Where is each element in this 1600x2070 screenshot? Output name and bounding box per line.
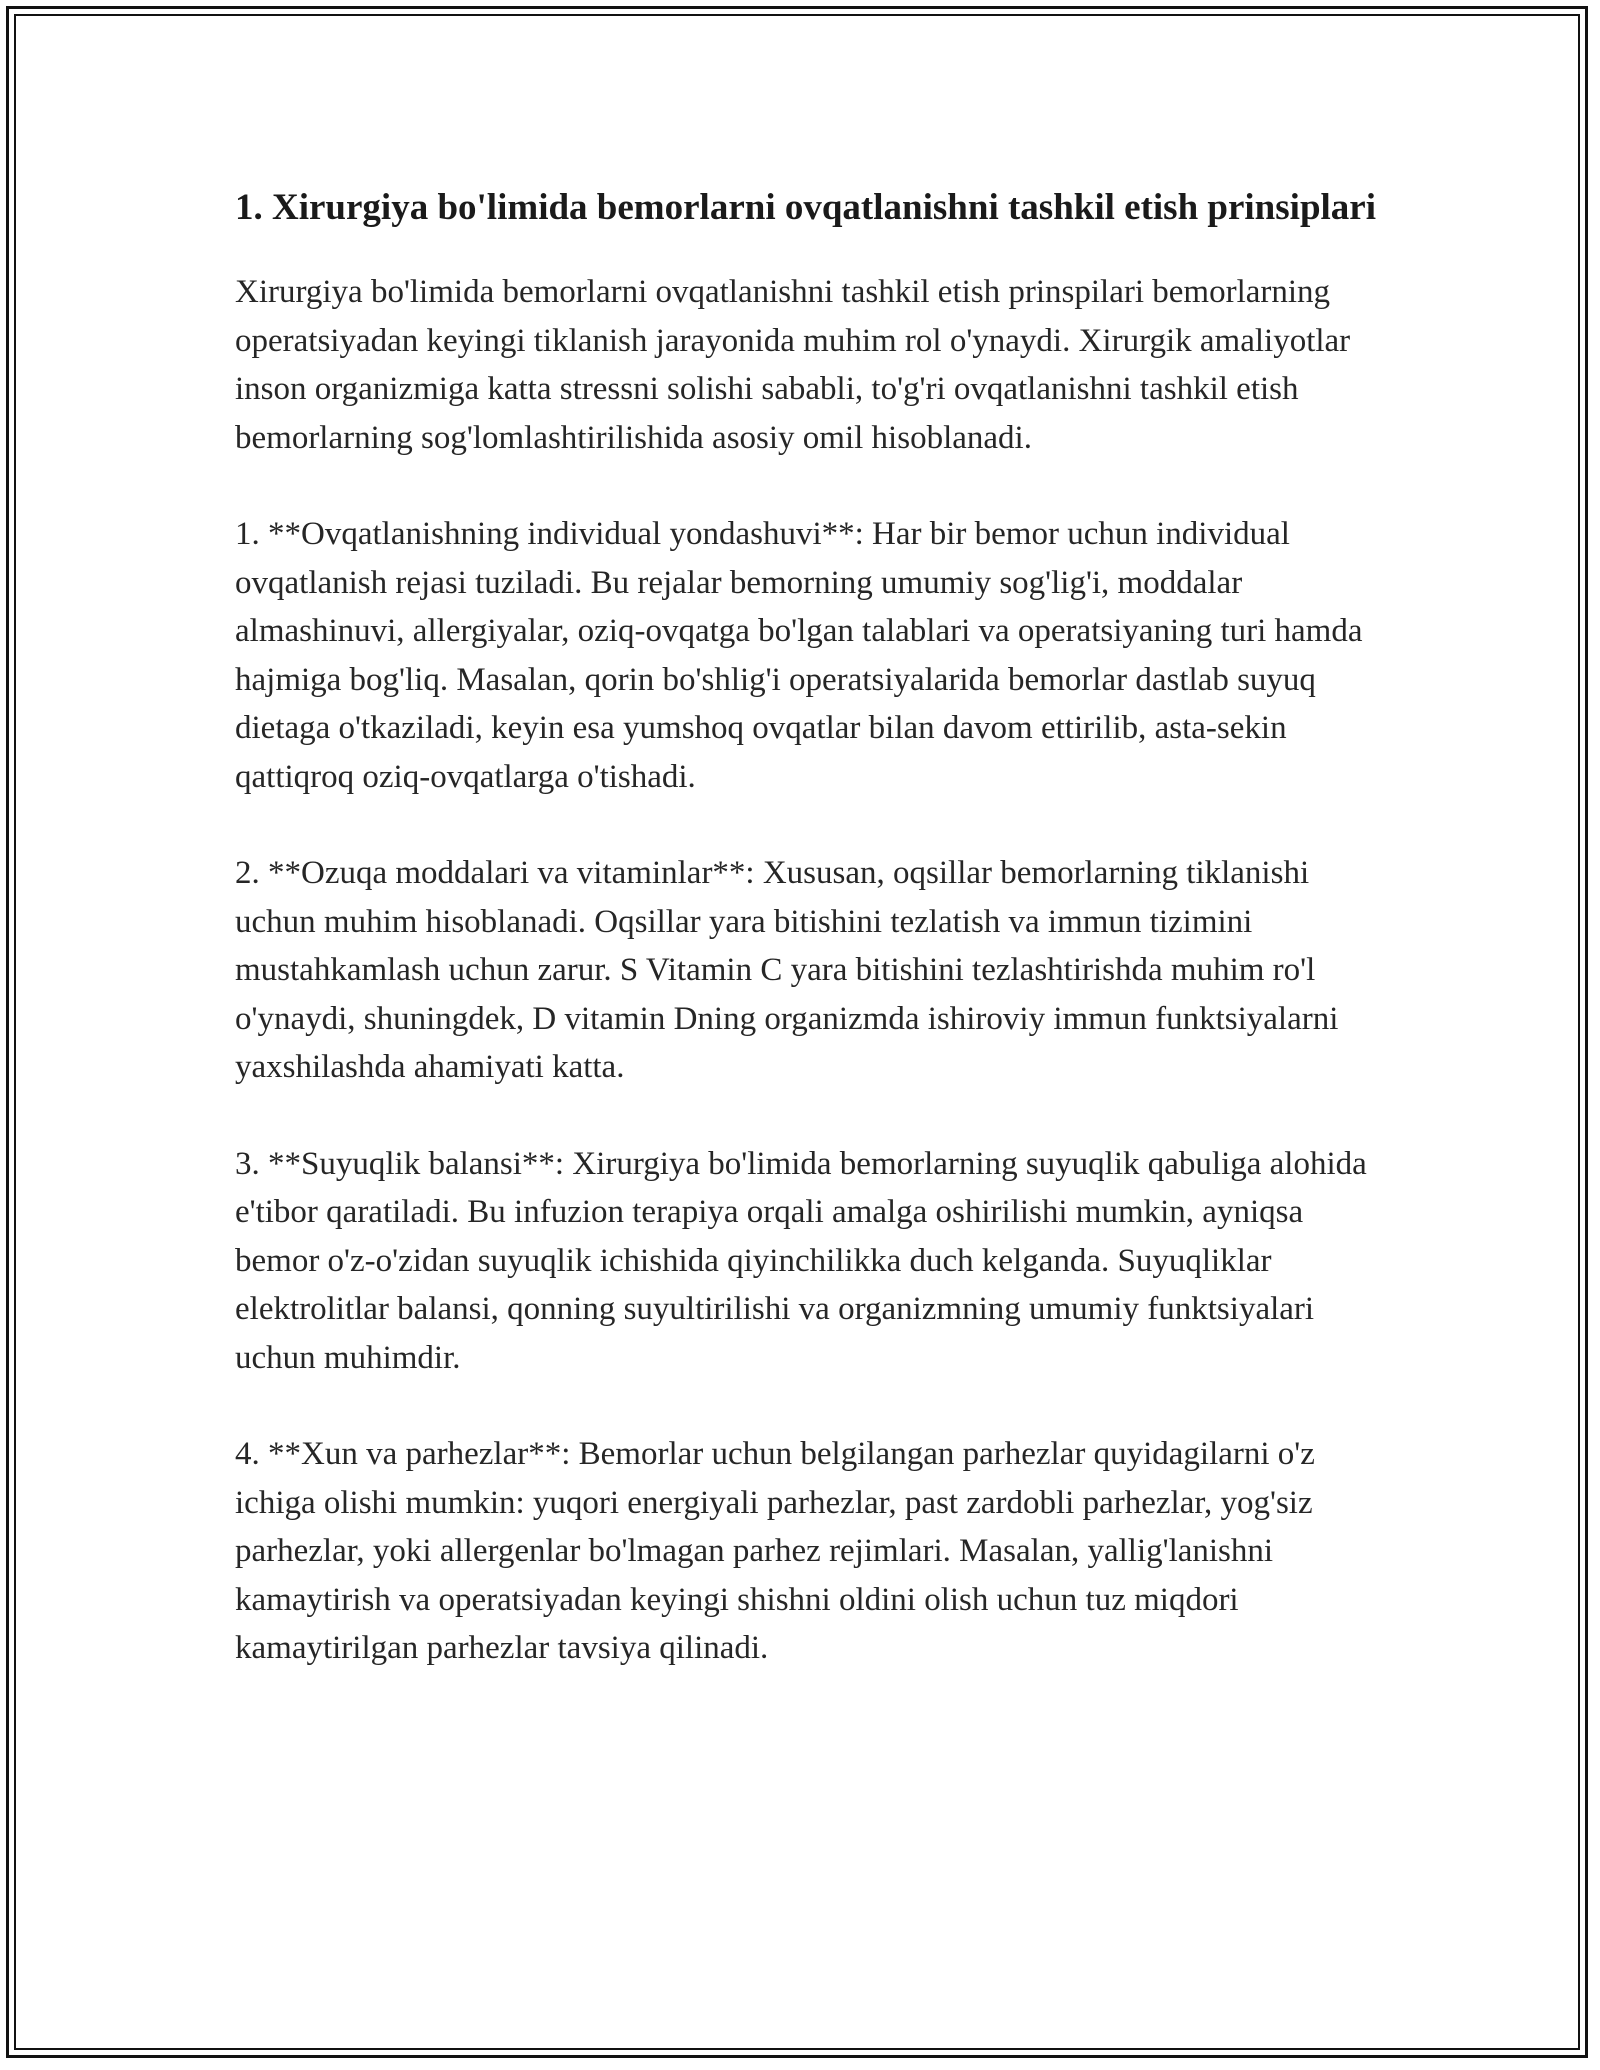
document-title: 1. Xirurgiya bo'limida bemorlarni ovqatlanishni tashkil etish prinsiplari bbox=[235, 187, 1377, 228]
paragraph-individual-approach: 1. **Ovqatlanishning individual yondashuvi**: Har bir bemor uchun individual ovqatlanish rejasi tuziladi. Bu rejalar bemorning umumiy sog'lig'i, moddalar almashinuvi, allergiyalar, oziq-ovqatga bo'lgan talablari va operatsiyaning turi hamda hajmiga bog'liq. Masalan, qorin bo'shlig'i operatsiyalarida bemorlar dastlab suyuq dietaga o'tkaziladi, keyin esa yumshoq ovqatlar bilan davom ettirilib, asta-sekin qattiqroq oziq-ovqatlarga o'tishadi. bbox=[235, 516, 1363, 795]
paragraph-fluid-balance: 3. **Suyuqlik balansi**: Xirurgiya bo'limida bemorlarning suyuqlik qabuliga alohida e'tibor qaratiladi. Bu infuzion terapiya orqali amalga oshirilishi mumkin, ayniqsa bemor o'z-o'zidan suyuqlik ichishida qiyinchilikka duch kelganda. Suyuqliklar elektrolitlar balansi, qonning suyultirilishi va organizmning umumiy funktsiyalari uchun muhimdir. bbox=[235, 1145, 1367, 1376]
document-body bbox=[235, 180, 1380, 1721]
paragraph-nutrients-vitamins: 2. **Ozuqa moddalari va vitaminlar**: Xususan, oqsillar bemorlarning tiklanishi uchun muhim hisoblanadi. Oqsillar yara bitishini tezlatish va immun tizimini mustahkamlash uchun zarur. S Vitamin C yara bitishini tezlashtirishda muhim ro'l o'ynaydi, shuningdek, D vitamin Dning organizmda ishiroviy immun funktsiyalarni yaxshilashda ahamiyati katta. bbox=[235, 855, 1339, 1085]
paragraph-diets: 4. **Xun va parhezlar**: Bemorlar uchun belgilangan parhezlar quyidagilarni o'z ichiga olishi mumkin: yuqori energiyali parhezlar, past zardobli parhezlar, yog'siz parhezlar, yoki allergenlar bo'lmagan parhez rejimlari. Masalan, yallig'lanishni kamaytirish va operatsiyadan keyingi shishni oldini olish uchun tuz miqdori kamaytirilgan parhezlar tavsiya qilinadi. bbox=[235, 1436, 1315, 1666]
intro-paragraph: Xirurgiya bo'limida bemorlarni ovqatlanishni tashkil etish prinspilari bemorlarning operatsiyadan keyingi tiklanish jarayonida muhim rol o'ynaydi. Xirurgik amaliyotlar inson organizmiga katta stressni solishi sababli, to'g'ri ovqatlanishni tashkil etish bemorlarning sog'lomlashtirilishida asosiy omil hisoblanadi. bbox=[235, 274, 1351, 456]
